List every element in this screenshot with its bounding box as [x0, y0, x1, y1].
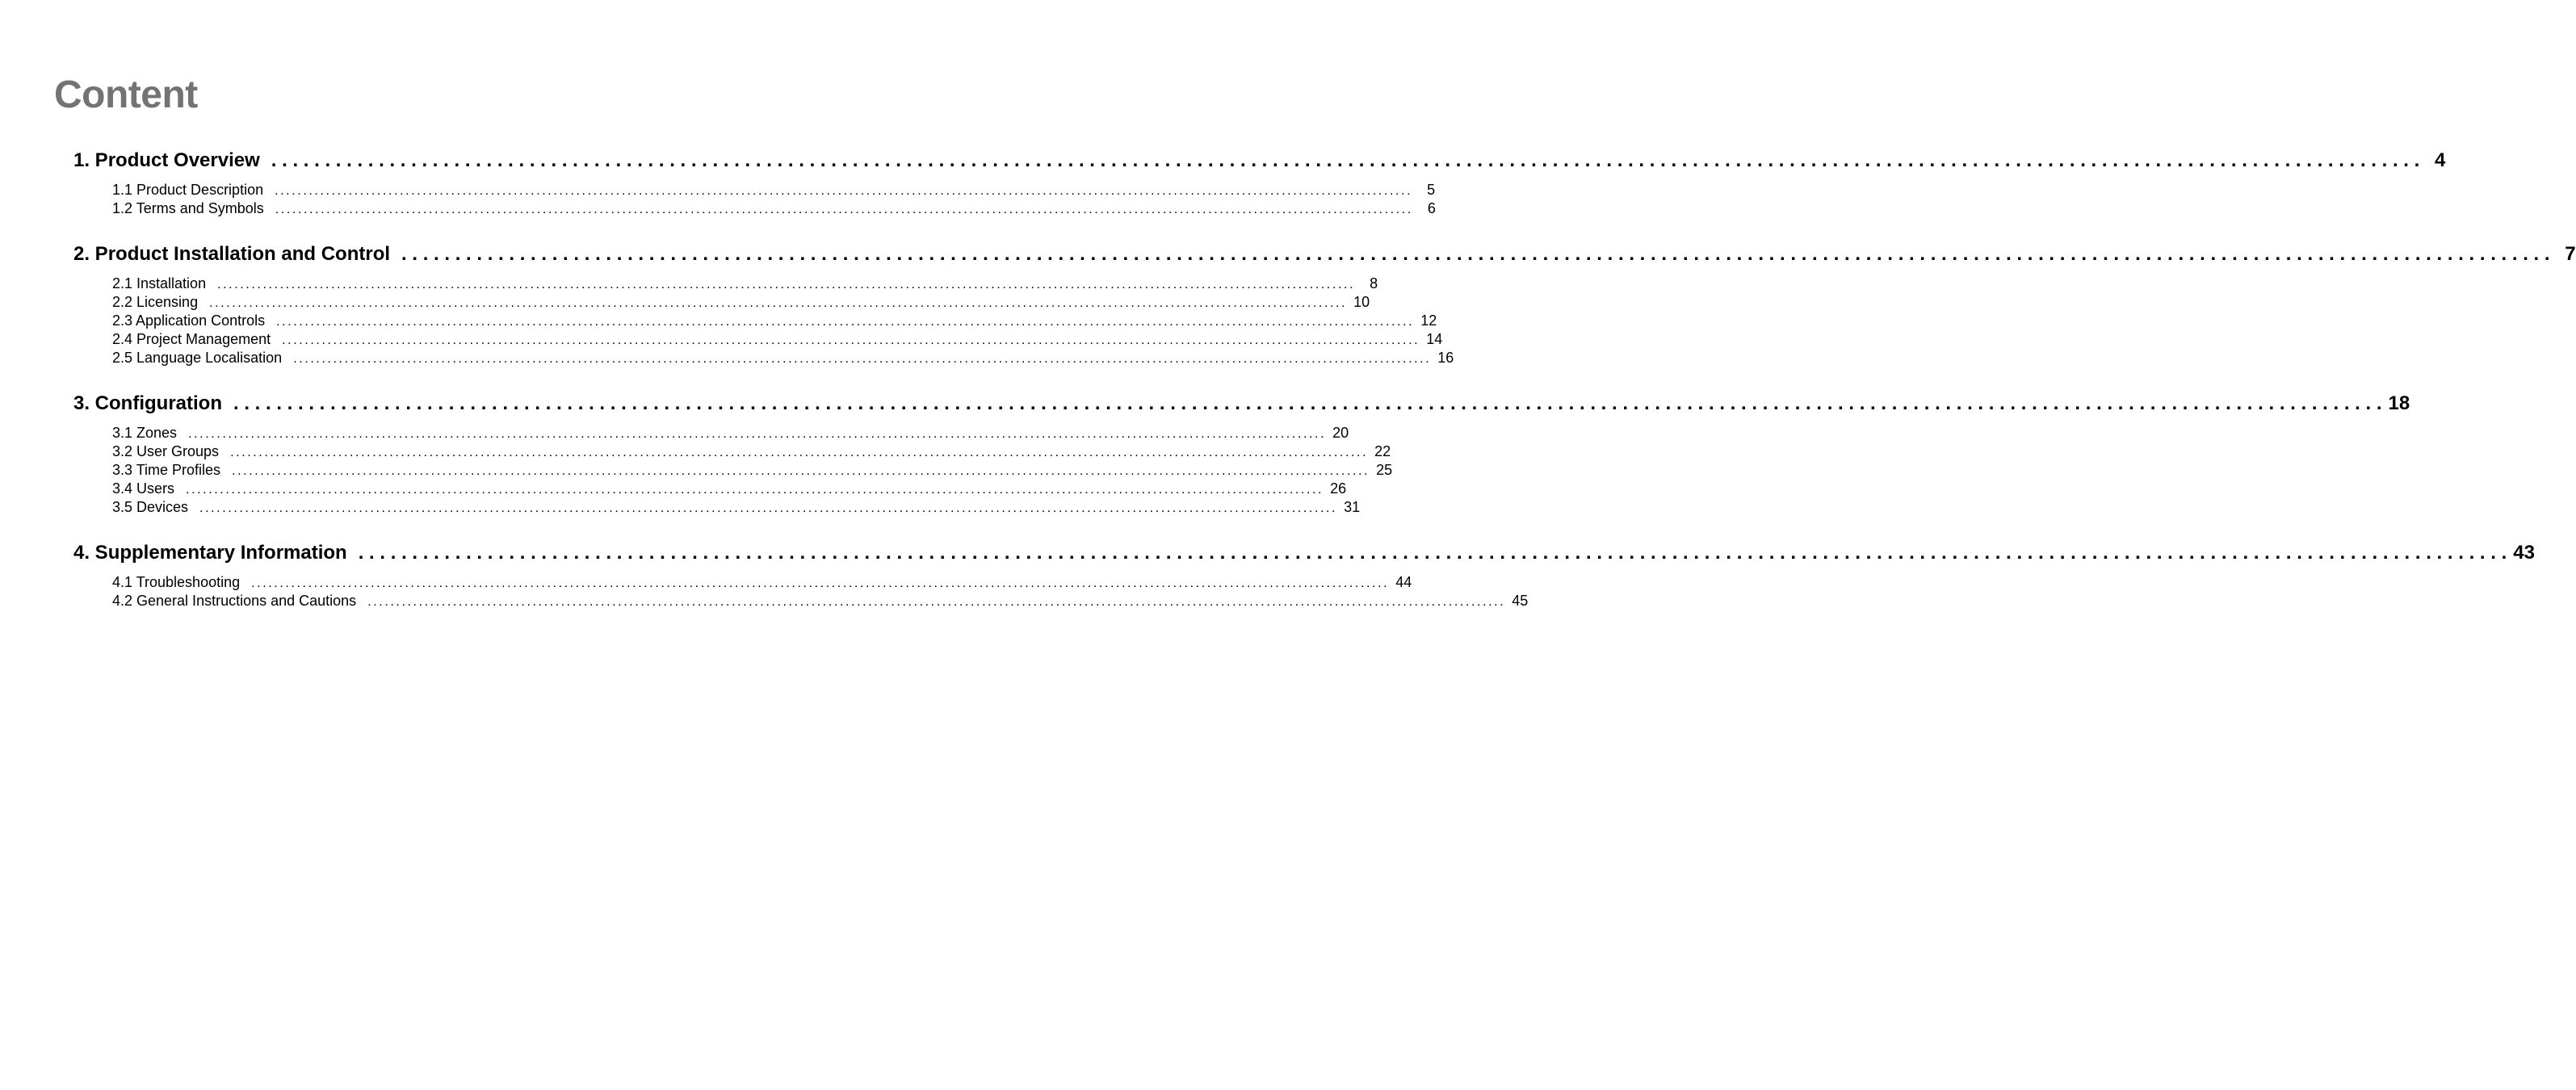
- toc-entry[interactable]: [112, 573, 1412, 592]
- dot-leader: . . . . . . . . . . . . . . . . . . . . . . . . . . . . . . . . . . . . . . . . . . . . . . . . . . . . . . . . . . . . . . . . . . . . . . . . . . . . . . . . . . . . . . . . . . . . . . . . . . . . . . . . . . . . . . . . . . . . . . . . . . . . . . . . . . . . . . . . . . . . . . . . . . . . . . . . . . . . . . . . . . . . . . . . . . . . . . . . . . . . . . . . . . . . . . . . . . . . . . . .: [233, 392, 2382, 414]
- toc-entry-page: 20: [1332, 425, 1349, 441]
- toc-entry[interactable]: [112, 498, 1361, 517]
- toc-entry[interactable]: [112, 424, 1349, 442]
- dot-leader: ........................................................................................................................................................................................................: [186, 483, 1324, 497]
- toc-entry-page: 44: [1395, 574, 1412, 590]
- toc-entry[interactable]: [112, 181, 1436, 199]
- toc-entry[interactable]: [112, 442, 1391, 461]
- toc-entry-label: 4.1 Troubleshooting: [112, 574, 241, 590]
- dot-leader: ........................................................................................................................................................................................................: [275, 203, 1413, 216]
- dot-leader: ........................................................................................................................................................................................................: [276, 315, 1415, 329]
- table-of-contents: [73, 145, 2576, 631]
- toc-entry[interactable]: [112, 461, 1393, 480]
- toc-heading[interactable]: [73, 538, 2535, 568]
- dot-leader: ........................................................................................................................................................................................................: [230, 446, 1369, 459]
- toc-entry-label: 2.5 Language Localisation: [112, 350, 283, 366]
- toc-entry[interactable]: [112, 199, 1436, 218]
- toc-subsection-list: [112, 573, 1529, 610]
- toc-entry-page: 16: [1437, 350, 1454, 366]
- toc-entry-page: 31: [1344, 499, 1361, 515]
- toc-entry-label: 3.4 Users: [112, 480, 175, 497]
- dot-leader: ........................................................................................................................................................................................................: [275, 184, 1413, 198]
- dot-leader: . . . . . . . . . . . . . . . . . . . . . . . . . . . . . . . . . . . . . . . . . . . . . . . . . . . . . . . . . . . . . . . . . . . . . . . . . . . . . . . . . . . . . . . . . . . . . . . . . . . . . . . . . . . . . . . . . . . . . . . . . . . . . . . . . . . . . . . . . . . . . . . . . . . . . . . . . . . . . . . . . . . . . . . . . . . . . . . . . . . . . . . . . . . . . . . . . . . . . . . .: [271, 149, 2420, 171]
- toc-heading-page: 18: [2388, 392, 2410, 414]
- toc-heading-label: 4. Supplementary Information: [73, 542, 347, 564]
- toc-entry-page: 12: [1420, 312, 1437, 329]
- toc-entry-page: 5: [1427, 182, 1436, 198]
- dot-leader: ........................................................................................................................................................................................................: [293, 352, 1432, 366]
- dot-leader: . . . . . . . . . . . . . . . . . . . . . . . . . . . . . . . . . . . . . . . . . . . . . . . . . . . . . . . . . . . . . . . . . . . . . . . . . . . . . . . . . . . . . . . . . . . . . . . . . . . . . . . . . . . . . . . . . . . . . . . . . . . . . . . . . . . . . . . . . . . . . . . . . . . . . . . . . . . . . . . . . . . . . . . . . . . . . . . . . . . . . . . . . . . . . . . . . . . . . . . .: [401, 243, 2550, 265]
- toc-entry-label: 3.3 Time Profiles: [112, 462, 221, 478]
- toc-heading-label: 2. Product Installation and Control: [73, 243, 391, 265]
- toc-section: [73, 388, 2410, 517]
- toc-entry-page: 10: [1353, 294, 1370, 310]
- toc-entry[interactable]: [112, 293, 1370, 312]
- toc-heading[interactable]: [73, 239, 2576, 270]
- toc-heading-page: 7: [2565, 243, 2576, 265]
- dot-leader: ........................................................................................................................................................................................................: [209, 296, 1348, 310]
- toc-heading-label: 1. Product Overview: [73, 149, 260, 171]
- page-title: Content: [54, 73, 198, 116]
- toc-entry-label: 3.1 Zones: [112, 425, 178, 441]
- toc-entry-page: 45: [1512, 593, 1529, 609]
- toc-entry-page: 26: [1330, 480, 1347, 497]
- toc-heading-label: 3. Configuration: [73, 392, 222, 414]
- toc-entry[interactable]: [112, 480, 1347, 498]
- toc-entry-page: 22: [1374, 443, 1391, 459]
- toc-entry-label: 2.4 Project Management: [112, 331, 271, 347]
- toc-entry-label: 3.5 Devices: [112, 499, 189, 515]
- toc-entry[interactable]: [112, 275, 1378, 293]
- dot-leader: ........................................................................................................................................................................................................: [251, 576, 1390, 590]
- dot-leader: ........................................................................................................................................................................................................: [367, 595, 1506, 609]
- toc-entry-page: 14: [1426, 331, 1443, 347]
- dot-leader: ........................................................................................................................................................................................................: [199, 501, 1338, 515]
- toc-entry[interactable]: [112, 312, 1437, 330]
- toc-subsection-list: [112, 275, 1454, 367]
- toc-heading-page: 4: [2434, 149, 2446, 171]
- toc-entry-label: 1.2 Terms and Symbols: [112, 200, 264, 216]
- toc-section: [73, 538, 2535, 610]
- dot-leader: ........................................................................................................................................................................................................: [232, 464, 1370, 478]
- dot-leader: ........................................................................................................................................................................................................: [188, 427, 1327, 441]
- toc-entry-label: 2.1 Installation: [112, 275, 207, 291]
- toc-entry-page: 6: [1427, 200, 1436, 216]
- toc-heading-page: 43: [2513, 542, 2535, 564]
- toc-entry-page: 25: [1376, 462, 1393, 478]
- toc-entry[interactable]: [112, 330, 1443, 349]
- toc-entry-label: 4.2 General Instructions and Cautions: [112, 593, 357, 609]
- toc-section: [73, 145, 2446, 218]
- toc-subsection-list: [112, 181, 1436, 218]
- toc-entry[interactable]: [112, 592, 1529, 610]
- toc-entry-label: 1.1 Product Description: [112, 182, 264, 198]
- toc-heading[interactable]: [73, 145, 2446, 176]
- dot-leader: ........................................................................................................................................................................................................: [282, 333, 1420, 347]
- toc-subsection-list: [112, 424, 1393, 517]
- toc-entry[interactable]: [112, 349, 1454, 367]
- toc-heading[interactable]: [73, 388, 2410, 419]
- toc-entry-page: 8: [1370, 275, 1378, 291]
- dot-leader: ........................................................................................................................................................................................................: [217, 278, 1356, 291]
- toc-entry-label: 2.2 Licensing: [112, 294, 199, 310]
- toc-section: [73, 239, 2576, 367]
- toc-entry-label: 2.3 Application Controls: [112, 312, 266, 329]
- toc-entry-label: 3.2 User Groups: [112, 443, 220, 459]
- dot-leader: . . . . . . . . . . . . . . . . . . . . . . . . . . . . . . . . . . . . . . . . . . . . . . . . . . . . . . . . . . . . . . . . . . . . . . . . . . . . . . . . . . . . . . . . . . . . . . . . . . . . . . . . . . . . . . . . . . . . . . . . . . . . . . . . . . . . . . . . . . . . . . . . . . . . . . . . . . . . . . . . . . . . . . . . . . . . . . . . . . . . . . . . . . . . . . . . . . . . . . . .: [358, 542, 2507, 564]
